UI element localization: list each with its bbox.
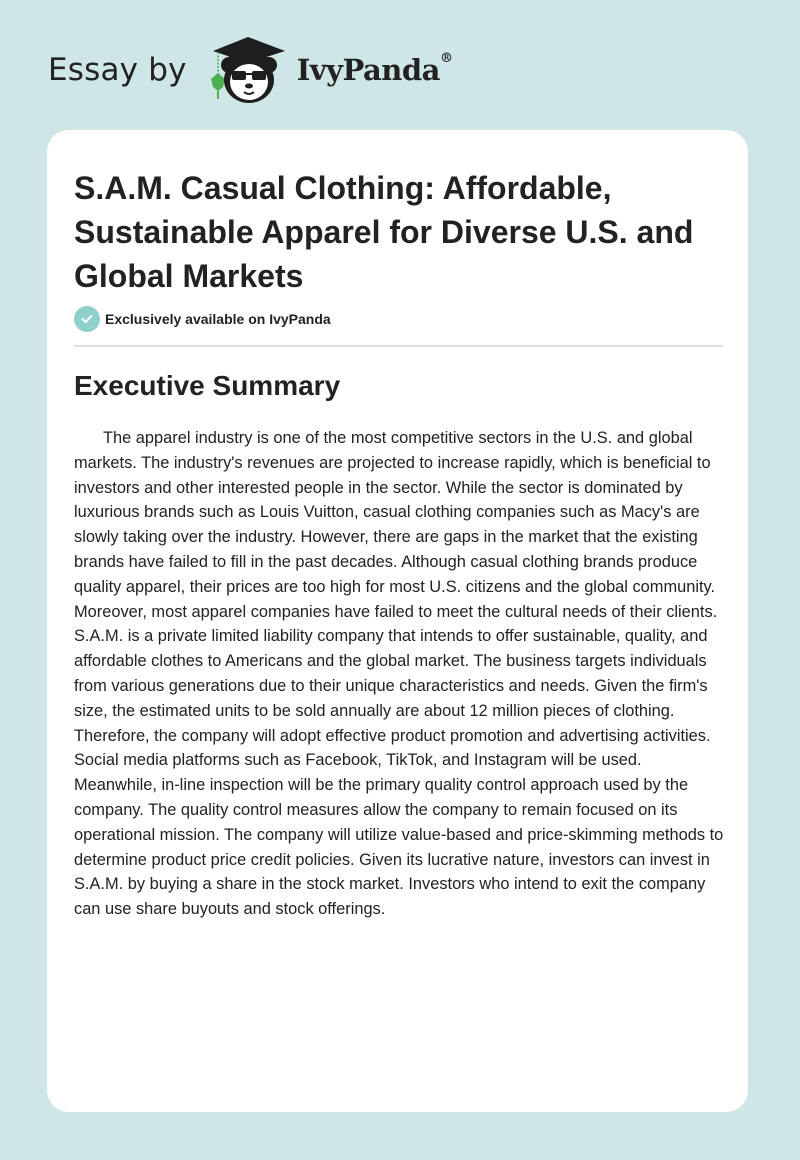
- essay-card: [47, 130, 748, 1112]
- section-heading: Executive Summary: [74, 370, 341, 401]
- essay-title: S.A.M. Casual Clothing: Affordable, Sustainable Apparel for Diverse U.S. and Global Markets: [74, 170, 694, 294]
- title-divider: [74, 345, 723, 347]
- panda-logo-icon[interactable]: [205, 33, 291, 107]
- exclusive-badge: [74, 306, 331, 332]
- section-paragraph: The apparel industry is one of the most competitive sectors in the U.S. and global markets. The industry's revenues are projected to increase rapidly, which is beneficial to investors and other interested people in the sector. While the sector is dominated by luxurious brands such as Louis Vuitton, casual clothing companies such as Macy's are slowly taking over the industry. However, there are gaps in the market that the existing brands have failed to fill in the past decades. Although casual clothing brands produce quality apparel, their prices are too high for most U.S. citizens and the global community. Moreover, most apparel companies have failed to meet the cultural needs of their clients. S.A.M. is a private limited liability company that intends to offer sustainable, quality, and affordable clothes to Americans and the global market. The business targets individuals from various generations due to their unique characteristics and needs. Given the firm's size, the estimated units to be sold annually are about 12 million pieces of clothing. Therefore, the company will adopt effective product promotion and advertising activities. Social media platforms such as Facebook, TikTok, and Instagram will be used. Meanwhile, in-line inspection will be the primary quality control approach used by the company. The quality control measures allow the company to remain focused on its operational mission. The company will utilize value-based and price-skimming methods to determine product price credit policies. Given its lucrative nature, investors can invest in S.A.M. by buying a share in the stock market. Investors who intend to exit the company can use share buyouts and stock offerings.: [74, 429, 724, 919]
- site-header: [48, 30, 452, 110]
- registered-mark: ®: [439, 51, 453, 66]
- brand-name-text: IvyPanda: [296, 53, 440, 87]
- exclusive-badge-text: Exclusively available on IvyPanda: [105, 311, 331, 327]
- essay-by-label: Essay by: [48, 52, 187, 88]
- check-circle-icon: [74, 306, 100, 332]
- brand-name[interactable]: [297, 53, 453, 87]
